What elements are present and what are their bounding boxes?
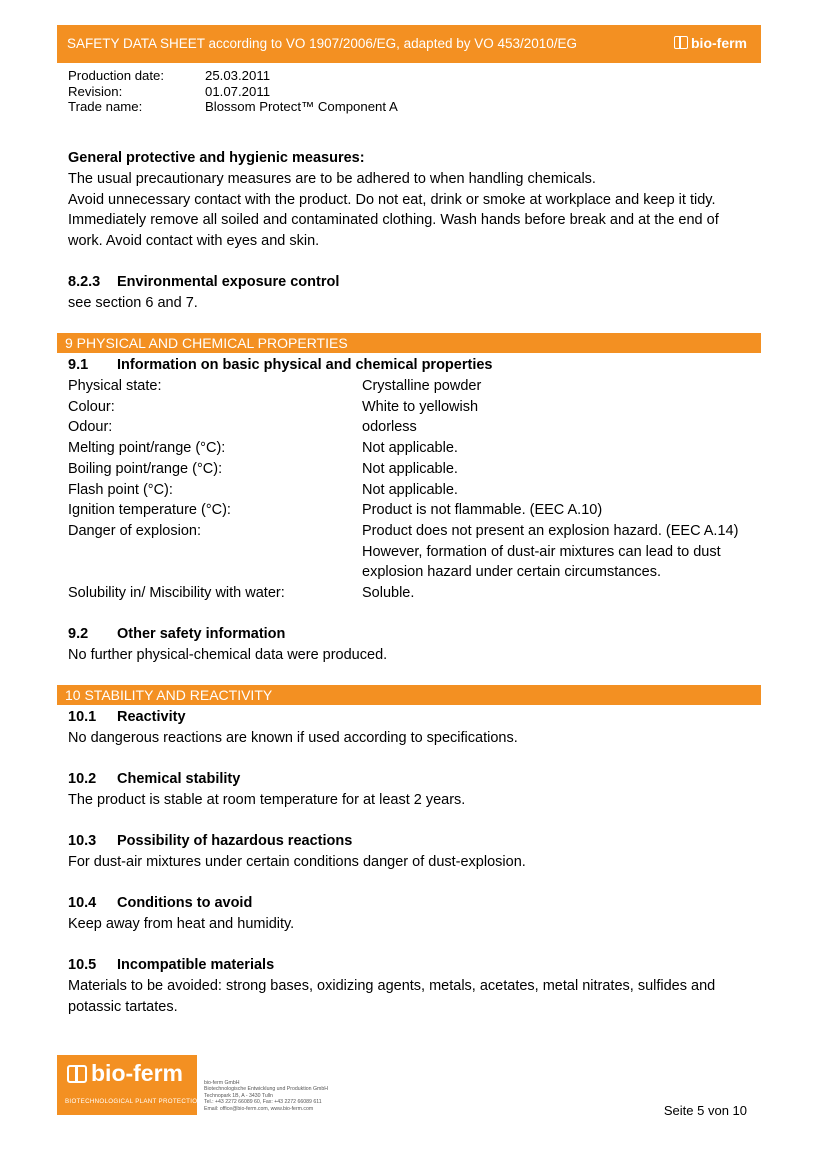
general-line: work. Avoid contact with eyes and skin.: [68, 233, 320, 249]
property-label: Solubility in/ Miscibility with water:: [68, 585, 285, 601]
section-9-2-heading: [68, 624, 285, 645]
footer-tagline: BIOTECHNOLOGICAL PLANT PROTECTION: [65, 1098, 203, 1105]
section-10-5-text: potassic tartates.: [68, 999, 178, 1015]
property-value: Crystalline powder: [362, 378, 482, 394]
document-meta: [0, 68, 822, 118]
section-9-band: [57, 333, 761, 353]
section-10-3-heading: [68, 831, 352, 852]
section-10-1-heading: [68, 707, 186, 728]
section-title: Conditions to avoid: [117, 895, 253, 911]
general-line: The usual precautionary measures are to be adhered to when handling chemicals.: [68, 171, 596, 187]
meta-key: Revision:: [68, 83, 123, 99]
company-address: [204, 1080, 328, 1112]
property-label: Ignition temperature (°C):: [68, 502, 231, 519]
property-label: Boiling point/range (°C):: [68, 460, 223, 477]
section-number: 8.2.3: [68, 274, 101, 290]
section-number: 10.2: [68, 771, 97, 787]
property-label: Physical state:: [68, 378, 162, 394]
property-label: Odour:: [68, 419, 113, 436]
property-value: Product is not flammable. (EEC A.10): [362, 502, 603, 519]
company-line: Technopark 1B, A - 3430 Tulln: [204, 1092, 273, 1099]
section-10-3-text: For dust-air mixtures under certain conditions danger of dust-explosion.: [68, 854, 526, 870]
header-bar: [57, 25, 761, 63]
section-title: Environmental exposure control: [117, 274, 340, 290]
section-10-2-text: The product is stable at room temperature for at least 2 years.: [68, 792, 466, 808]
document-title: SAFETY DATA SHEET according to VO 1907/2006/EG, adapted by VO 453/2010/EG: [67, 36, 578, 51]
meta-value: 01.07.2011: [205, 83, 271, 99]
section-number: 10.4: [68, 895, 97, 911]
section-title: Incompatible materials: [117, 957, 275, 973]
property-value: Not applicable.: [362, 460, 458, 477]
meta-key: Trade name:: [68, 99, 143, 114]
property-value: White to yellowish: [362, 398, 479, 415]
section-9-2-text: No further physical-chemical data were produced.: [68, 647, 388, 663]
general-line: Immediately remove all soiled and contaminated clothing. Wash hands before break and at the end of: [68, 212, 719, 228]
section-10-4-text: Keep away from heat and humidity.: [68, 916, 295, 932]
company-line: Tel.: +43 2272 66089 60, Fax: +43 2272 66089 611: [204, 1099, 322, 1106]
book-icon: [67, 1065, 87, 1083]
general-line: Avoid unnecessary contact with the product. Do not eat, drink or smoke at workplace and keep it tidy.: [68, 191, 716, 208]
section-number: 10.3: [68, 833, 97, 849]
section-title: Other safety information: [117, 626, 286, 642]
properties-table: [0, 376, 822, 616]
header-logo-text: bio-ferm: [691, 35, 747, 51]
property-value: explosion hazard under certain circumstances.: [362, 564, 662, 581]
company-line: bio-ferm GmbH: [204, 1080, 240, 1086]
section-title: Reactivity: [117, 709, 186, 725]
section-10-5-text: Materials to be avoided: strong bases, oxidizing agents, metals, acetates, metal nitrates, sulfides and: [68, 978, 716, 994]
section-10-band: [57, 685, 761, 705]
property-value: Product does not present an explosion hazard. (EEC A.14): [362, 522, 739, 539]
property-label: Danger of explosion:: [68, 522, 201, 539]
section-title: Chemical stability: [117, 771, 241, 787]
section-title: Information on basic physical and chemical properties: [117, 357, 493, 373]
footer-brand: [67, 1060, 183, 1087]
section-number: 10.5: [68, 957, 97, 973]
general-heading: General protective and hygienic measures:: [68, 150, 365, 166]
property-label: Flash point (°C):: [68, 481, 173, 498]
section-number: 9.1: [68, 357, 89, 373]
header-logo: [674, 35, 747, 51]
section-8-2-3-text: see section 6 and 7.: [68, 295, 198, 311]
section-10-title: 10 STABILITY AND REACTIVITY: [65, 687, 273, 703]
property-value: Not applicable.: [362, 440, 458, 457]
section-number: 10.1: [68, 709, 97, 725]
section-9-1-heading: [68, 355, 493, 376]
company-line: Email: office@bio-ferm.com, www.bio-ferm.com: [204, 1105, 314, 1112]
company-line: Biotechnologische Entwicklung und Produktion GmbH: [204, 1086, 328, 1093]
meta-key: Production date:: [68, 68, 165, 83]
property-label: Colour:: [68, 398, 115, 415]
property-label: Melting point/range (°C):: [68, 440, 226, 457]
section-9-title: 9 PHYSICAL AND CHEMICAL PROPERTIES: [65, 335, 348, 351]
section-title: Possibility of hazardous reactions: [117, 833, 353, 849]
property-value: Soluble.: [362, 585, 415, 601]
book-icon: [674, 36, 688, 49]
meta-value: 25.03.2011: [205, 68, 271, 83]
section-10-1-text: No dangerous reactions are known if used according to specifications.: [68, 730, 518, 746]
section-10-4-heading: [68, 893, 252, 914]
meta-value: Blossom Protect™ Component A: [205, 99, 398, 114]
footer-logo: [57, 1055, 203, 1115]
property-value: However, formation of dust-air mixtures can lead to dust: [362, 543, 721, 560]
section-10-2-heading: [68, 769, 240, 790]
section-8-2-3-heading: [68, 272, 339, 293]
section-number: 9.2: [68, 626, 89, 642]
section-10-5-heading: [68, 955, 274, 976]
footer-brand-text: bio-ferm: [91, 1060, 183, 1086]
property-value: odorless: [362, 419, 417, 436]
property-value: Not applicable.: [362, 481, 458, 498]
page-number: Seite 5 von 10: [663, 1103, 747, 1118]
